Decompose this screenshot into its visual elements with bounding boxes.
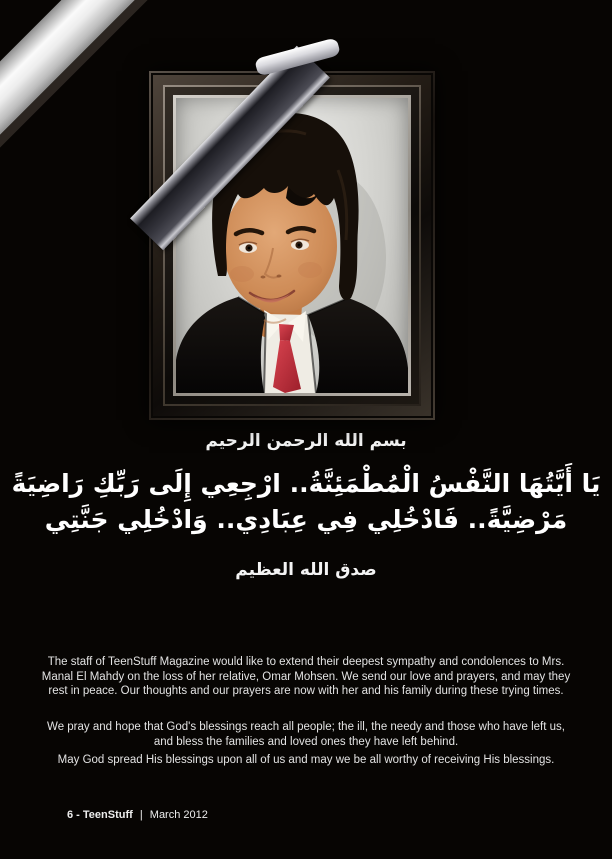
footer-page-info: 6 - TeenStuff bbox=[67, 809, 133, 821]
frame-molding-outer bbox=[149, 71, 435, 420]
sadaqa-allah-text: صدق الله العظيم bbox=[235, 560, 377, 580]
condolence-paragraph-3: May God spread His blessings upon all of us and may we be all worthy of receiving His blessings. bbox=[57, 754, 555, 766]
footer-issue-date: March 2012 bbox=[149, 809, 208, 821]
quran-verse-line1: يَا أَيَّتُهَا النَّفْسُ الْمُطْمَئِنَّةُ.. ارْجِعِي إِلَى رَبِّكِ رَاضِيَةً bbox=[11, 469, 601, 498]
frame-molding-lip bbox=[163, 85, 421, 406]
portrait-frame bbox=[149, 71, 435, 420]
quran-verse-line2: مَرْضِيَّةً.. فَادْخُلِي فِي عِبَادِي.. وَادْخُلِي جَنَّتِي bbox=[44, 505, 568, 534]
footer-divider: | bbox=[139, 809, 143, 821]
condolence-paragraph-1: The staff of TeenStuff Magazine would like to extend their deepest sympathy and condolences to Mrs. Manal El Mahdy on the loss of her relative, Omar Mohsen. We send our love and prayers, and may they rest in peace. Our thoughts and our prayers are now with her and his family during these trying times. bbox=[41, 656, 571, 698]
quran-verse bbox=[0, 466, 612, 538]
frame-molding-main bbox=[153, 75, 431, 416]
page-footer bbox=[67, 809, 208, 821]
frame-molding-groove bbox=[151, 73, 433, 418]
condolence-paragraph-2: We pray and hope that God's blessings reach all people; the ill, the needy and those who have left us, and bless the families and loved ones they have left behind. bbox=[47, 721, 565, 748]
frame-molding-scoop bbox=[165, 87, 419, 404]
bismillah-text: بسم الله الرحمن الرحيم bbox=[205, 431, 407, 451]
